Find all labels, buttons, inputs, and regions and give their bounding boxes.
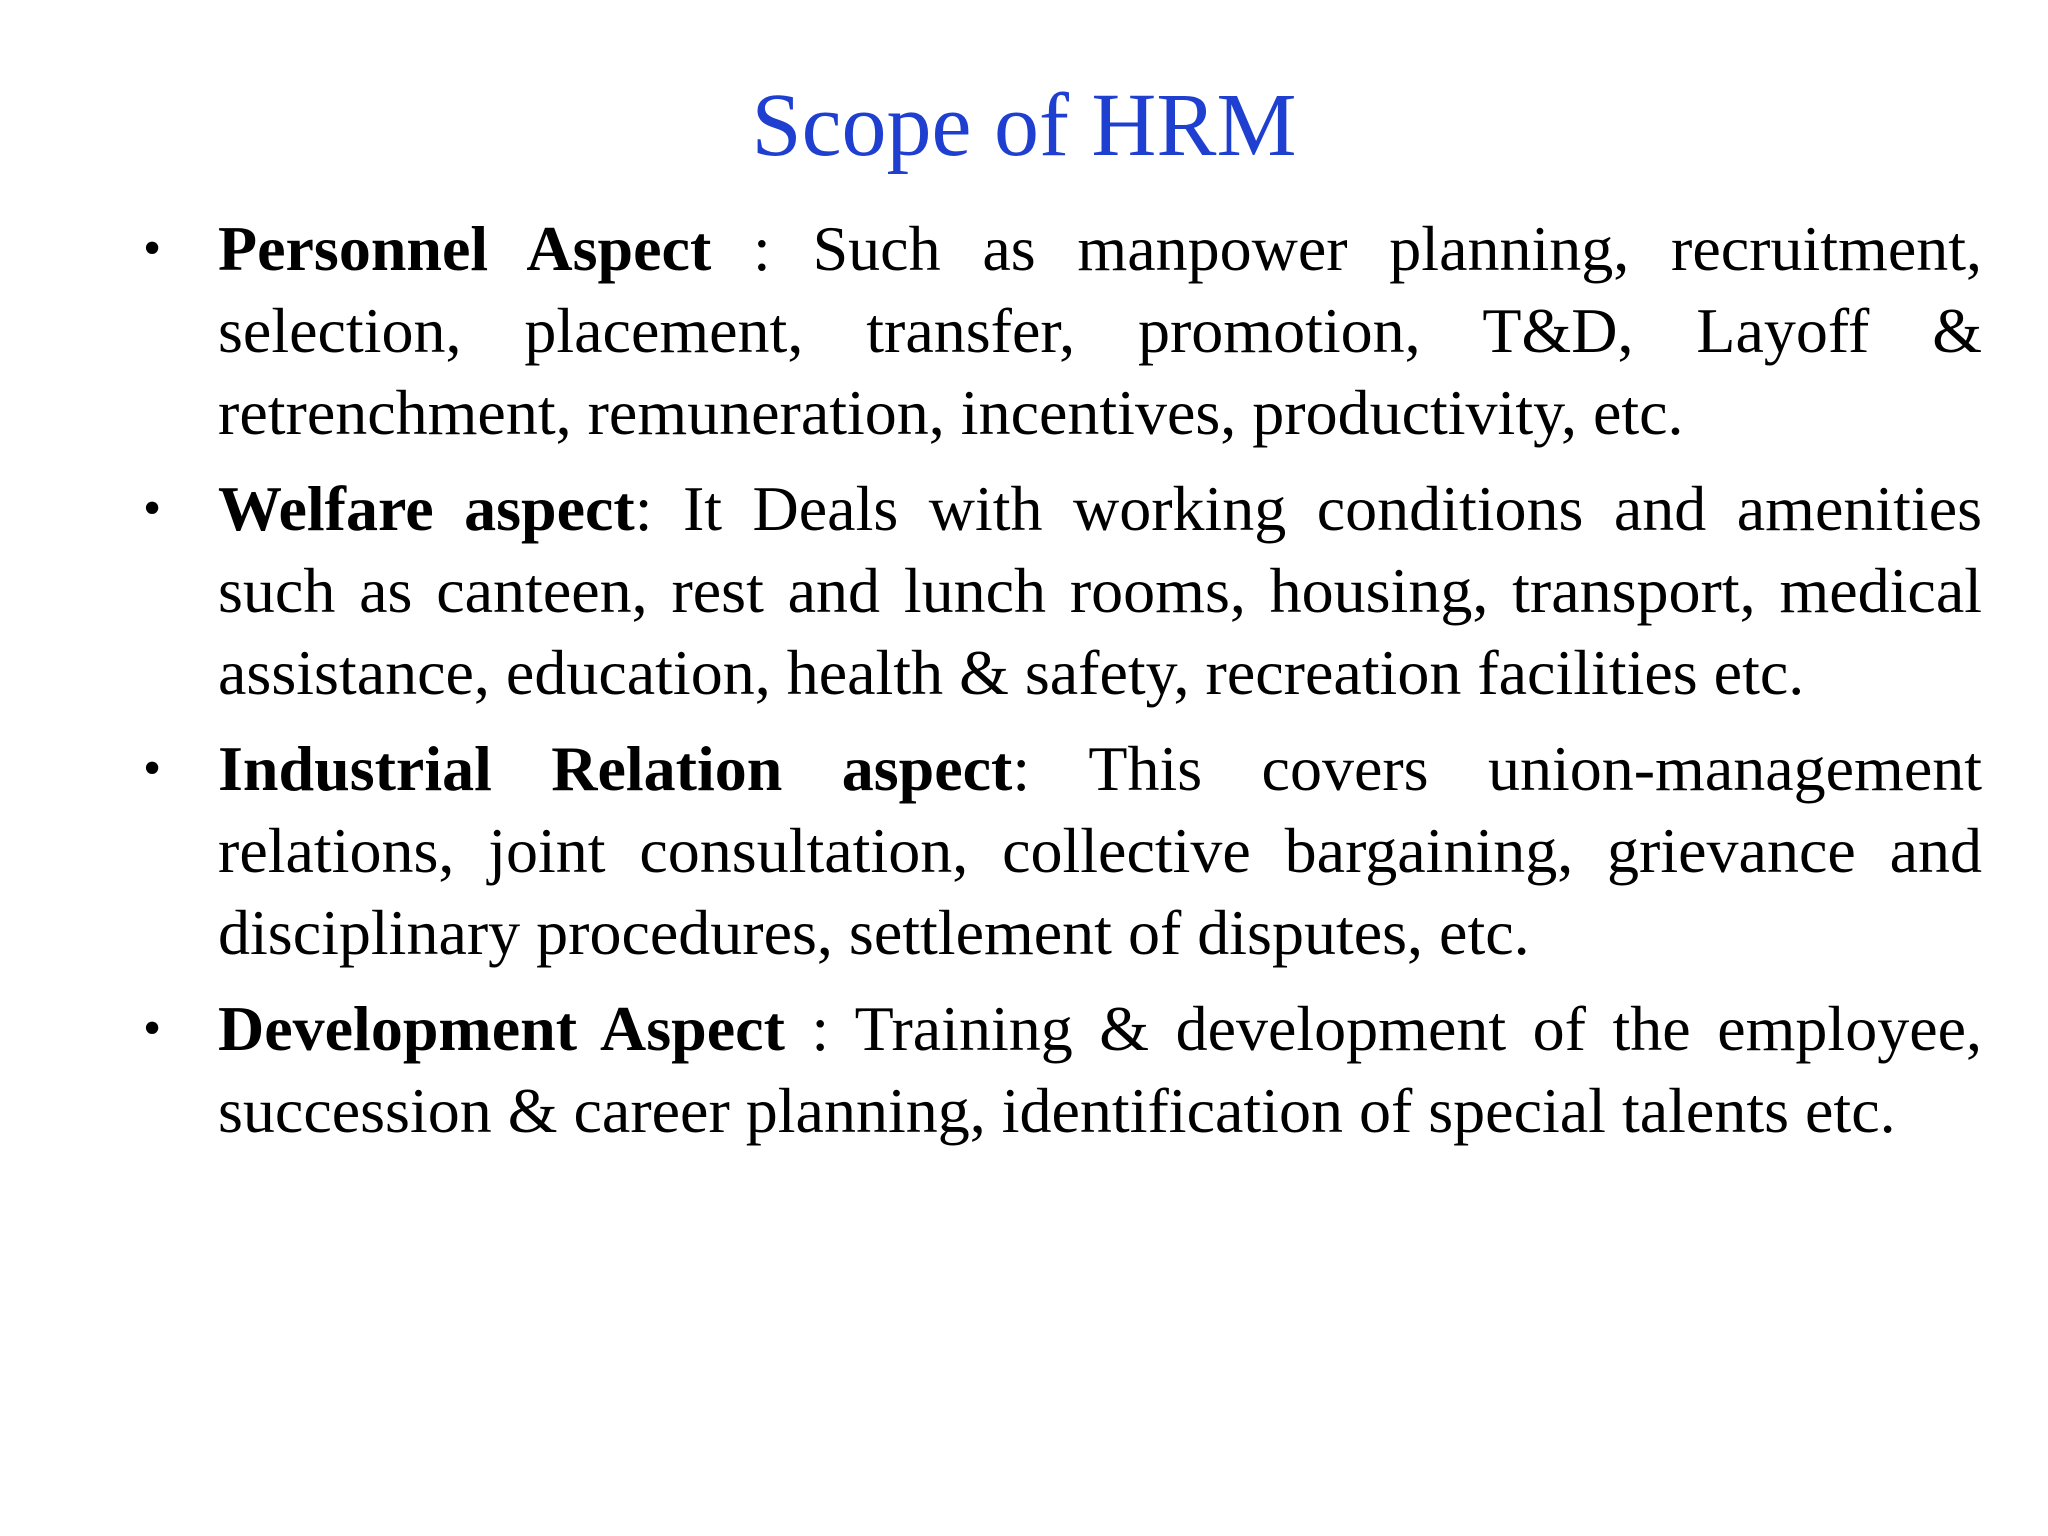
bullet-industrial-relation-aspect [143,728,1983,974]
bullet-term: Welfare aspect [218,473,635,544]
bullet-separator: : [634,473,683,544]
bullet-personnel-aspect [143,208,1983,454]
bullet-separator: : [711,213,813,284]
bullet-icon: • [143,740,162,797]
bullet-text: Training & development of the employee, succession & career planning, identification of special talents etc. [218,993,1983,1146]
bullet-separator: : [1012,733,1089,804]
bullet-icon: • [143,480,162,537]
bullet-icon: • [143,1000,162,1057]
bullet-icon: • [143,220,162,277]
bullet-list [143,208,1983,1166]
bullet-term: Industrial Relation aspect [218,733,1013,804]
bullet-text: This covers union-management relations, joint consultation, collective bargaining, grievance and disciplinary procedures, settlement of disputes, etc. [218,733,1983,968]
bullet-development-aspect [143,988,1983,1152]
bullet-separator: : [784,993,855,1064]
bullet-text: It Deals with working conditions and amenities such as canteen, rest and lunch rooms, housing, transport, medical assistance, education, health & safety, recreation facilities etc. [218,473,1982,708]
bullet-welfare-aspect [143,468,1982,714]
bullet-text: Such as manpower planning, recruitment, selection, placement, transfer, promotion, T&D, Layoff & retrenchment, remuneration, incentives, productivity, etc. [218,213,1983,448]
bullet-term: Development Aspect [218,993,785,1064]
slide-title: Scope of HRM [751,76,1297,175]
bullet-term: Personnel Aspect [218,213,712,284]
